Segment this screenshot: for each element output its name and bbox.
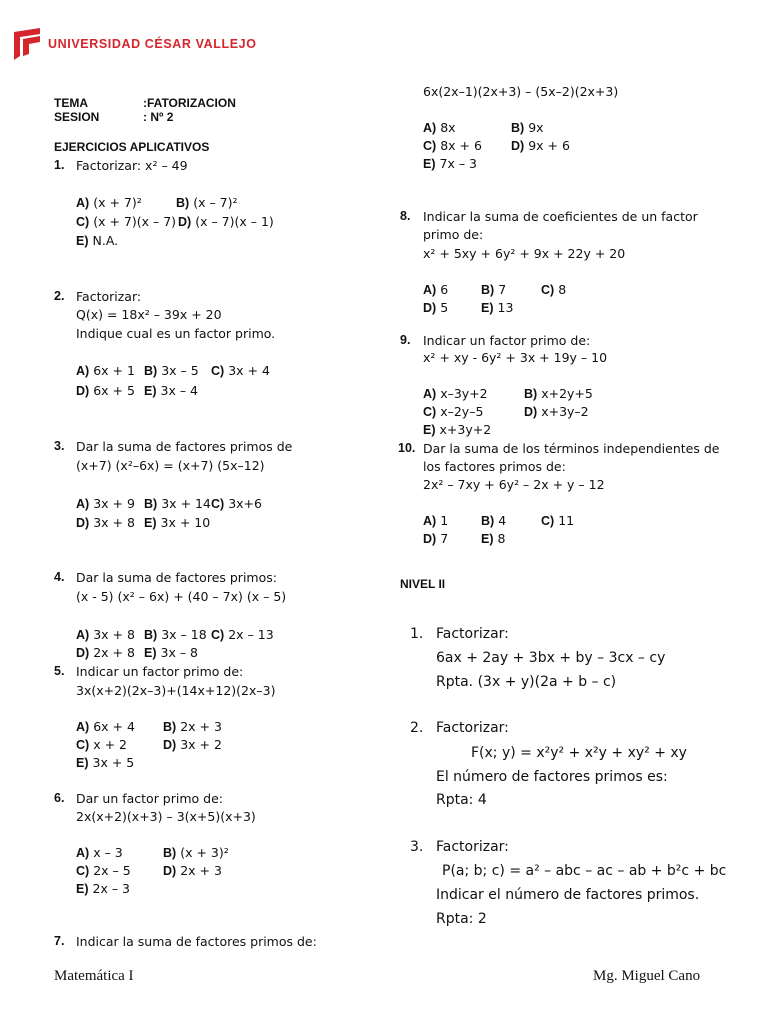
option-a: A) x – 3 [76,845,123,860]
question-text: El número de factores primos es: [436,769,668,785]
question-text: los factores primos de: [423,459,566,474]
answer-text: Rpta: 4 [436,792,487,808]
tema-label: TEMA [54,96,88,110]
tema-value: :FATORIZACION [143,96,236,110]
option-d: D) 7 [423,531,449,546]
option-d: D) 2x + 3 [163,863,222,878]
option-d: D) 2x + 8 [76,645,135,660]
footer-author: Mg. Miguel Cano [593,968,701,984]
question-number: 8. [400,209,411,223]
question-expression: P(a; b; c) = a² – abc – ac – ab + b²c + bc [442,863,727,879]
question-text: primo de: [423,227,484,242]
option-a: A) 3x + 9 [76,496,135,511]
question-number: 4. [54,570,65,584]
option-e: E) 3x – 4 [144,383,198,398]
option-b: B) 3x – 18 [144,627,207,642]
option-b: B) x+2y+5 [524,386,593,401]
footer-course: Matemática I [54,968,134,984]
question-text: Dar la suma de factores primos de [76,439,293,454]
question-number: 5. [54,664,65,678]
answer-text: Rpta. (3x + y)(2a + b – c) [436,674,617,690]
option-b: B) 2x + 3 [163,719,222,734]
question-expression: 2x² – 7xy + 6y² – 2x + y – 12 [423,477,605,492]
option-e: E) N.A. [76,233,119,248]
question-expression: (x - 5) (x² – 6x) + (40 – 7x) (x – 5) [76,589,287,604]
question-expression: 6ax + 2ay + 3bx + by – 3cx – cy [436,650,666,666]
question-number: 2. [410,720,424,736]
question-text: Dar un factor primo de: [76,791,223,806]
question-expression: x² + xy - 6y² + 3x + 19y – 10 [423,350,608,365]
option-e: E) 7x – 3 [423,156,477,171]
question-text: Factorizar: [76,289,142,304]
option-d: D) 9x + 6 [511,138,570,153]
option-a: A) (x + 7)² [76,195,142,210]
question-number: 2. [54,289,65,303]
question-number: 10. [398,441,416,455]
question-text: Indicar el número de factores primos. [436,887,700,903]
option-c: C) x + 2 [76,737,127,752]
option-c: C) x–2y–5 [423,404,484,419]
option-e: E) 3x + 10 [144,515,211,530]
question-expression: 3x(x+2)(2x–3)+(14x+12)(2x–3) [76,683,276,698]
option-e: E) 8 [481,531,506,546]
question-expression: Q(x) = 18x² – 39x + 20 [76,307,222,322]
option-c: C) (x + 7)(x – 7) [76,214,177,229]
question-text: Dar la suma de factores primos: [76,570,277,585]
option-a: A) 6x + 1 [76,363,135,378]
question-number: 3. [54,439,65,453]
option-b: B) 3x + 14 [144,496,211,511]
question-expression: 6x(2x–1)(2x+3) – (5x–2)(2x+3) [423,84,619,99]
question-text: Indicar un factor primo de: [76,664,244,679]
option-d: D) 3x + 8 [76,515,135,530]
option-d: D) 5 [423,300,449,315]
option-e: E) 3x – 8 [144,645,198,660]
question-text: Dar la suma de los términos independientes de [423,441,720,456]
question-expression: 2x(x+2)(x+3) – 3(x+5)(x+3) [76,809,256,824]
option-a: A) 3x + 8 [76,627,135,642]
question-text: Indique cual es un factor primo. [76,326,276,341]
option-c: C) 3x+6 [211,496,262,511]
question-text: Indicar un factor primo de: [423,333,591,348]
option-d: D) 6x + 5 [76,383,135,398]
option-c: C) 8x + 6 [423,138,482,153]
option-e: E) 13 [481,300,514,315]
option-a: A) 6 [423,282,449,297]
section-title: NIVEL II [400,577,446,591]
university-name: UNIVERSIDAD CÉSAR VALLEJO [48,37,257,51]
option-c: C) 8 [541,282,567,297]
question-number: 7. [54,934,65,948]
question-text: Indicar la suma de coeficientes de un factor [423,209,698,224]
option-d: D) x+3y–2 [524,404,589,419]
question-expression: (x+7) (x²–6x) = (x+7) (5x–12) [76,458,265,473]
question-text: Factorizar: x² – 49 [76,158,188,173]
option-c: C) 3x + 4 [211,363,270,378]
option-b: B) (x + 3)² [163,845,229,860]
question-text: Factorizar: [436,626,509,642]
option-b: B) 7 [481,282,507,297]
option-c: C) 2x – 13 [211,627,274,642]
option-d: D) 3x + 2 [163,737,222,752]
option-b: B) (x – 7)² [176,195,238,210]
option-e: E) 3x + 5 [76,755,135,770]
question-number: 1. [54,158,65,172]
option-b: B) 9x [511,120,544,135]
question-text: Factorizar: [436,839,509,855]
question-number: 1. [410,626,424,642]
option-c: C) 2x – 5 [76,863,131,878]
option-a: A) 8x [423,120,456,135]
option-a: A) 6x + 4 [76,719,135,734]
section-title: EJERCICIOS APLICATIVOS [54,140,210,154]
answer-text: Rpta: 2 [436,911,487,927]
question-number: 3. [410,839,424,855]
university-logo-icon [12,28,42,60]
option-b: B) 4 [481,513,507,528]
option-b: B) 3x – 5 [144,363,199,378]
question-expression: x² + 5xy + 6y² + 9x + 22y + 20 [423,246,626,261]
question-number: 6. [54,791,65,805]
question-expression: F(x; y) = x²y² + x²y + xy² + xy [471,745,687,761]
option-e: E) 2x – 3 [76,881,130,896]
option-c: C) 11 [541,513,575,528]
question-text: Indicar la suma de factores primos de: [76,934,317,949]
option-a: A) x–3y+2 [423,386,488,401]
option-a: A) 1 [423,513,449,528]
question-text: Factorizar: [436,720,509,736]
sesion-label: SESION [54,110,100,124]
sesion-value: : Nº 2 [143,110,174,124]
option-e: E) x+3y+2 [423,422,492,437]
option-d: D) (x – 7)(x – 1) [178,214,274,229]
question-number: 9. [400,333,411,347]
